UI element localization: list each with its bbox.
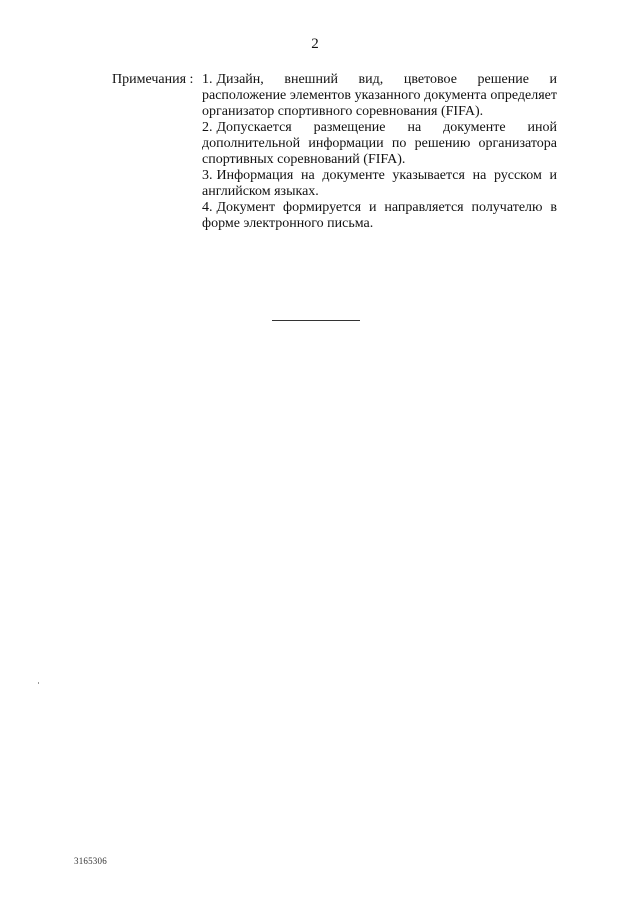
note-item-1 <box>202 72 557 120</box>
note-text: Дизайн, внешний вид, цветовое решение и расположение элементов указанного документа определяет организатор спортивного соревнования (FIFA). <box>202 72 557 119</box>
document-code: 3165306 <box>74 856 107 866</box>
note-item-4 <box>202 200 557 232</box>
end-separator-line <box>272 320 360 321</box>
note-text: Допускается размещение на документе иной дополнительной информации по решению организатора спортивных соревнований (FIFA). <box>202 120 557 167</box>
notes-list <box>202 72 557 232</box>
page-number: 2 <box>311 36 319 52</box>
note-number: 1. <box>202 72 213 87</box>
notes-label: Примечания : <box>112 72 194 87</box>
note-number: 2. <box>202 120 213 135</box>
note-number: 4. <box>202 200 213 215</box>
note-text: Документ формируется и направляется получателю в форме электронного письма. <box>202 200 557 231</box>
scan-speck <box>38 682 39 684</box>
note-item-2 <box>202 120 557 168</box>
note-number: 3. <box>202 168 213 183</box>
note-item-3 <box>202 168 557 200</box>
note-text: Информация на документе указывается на русском и английском языках. <box>202 168 557 199</box>
